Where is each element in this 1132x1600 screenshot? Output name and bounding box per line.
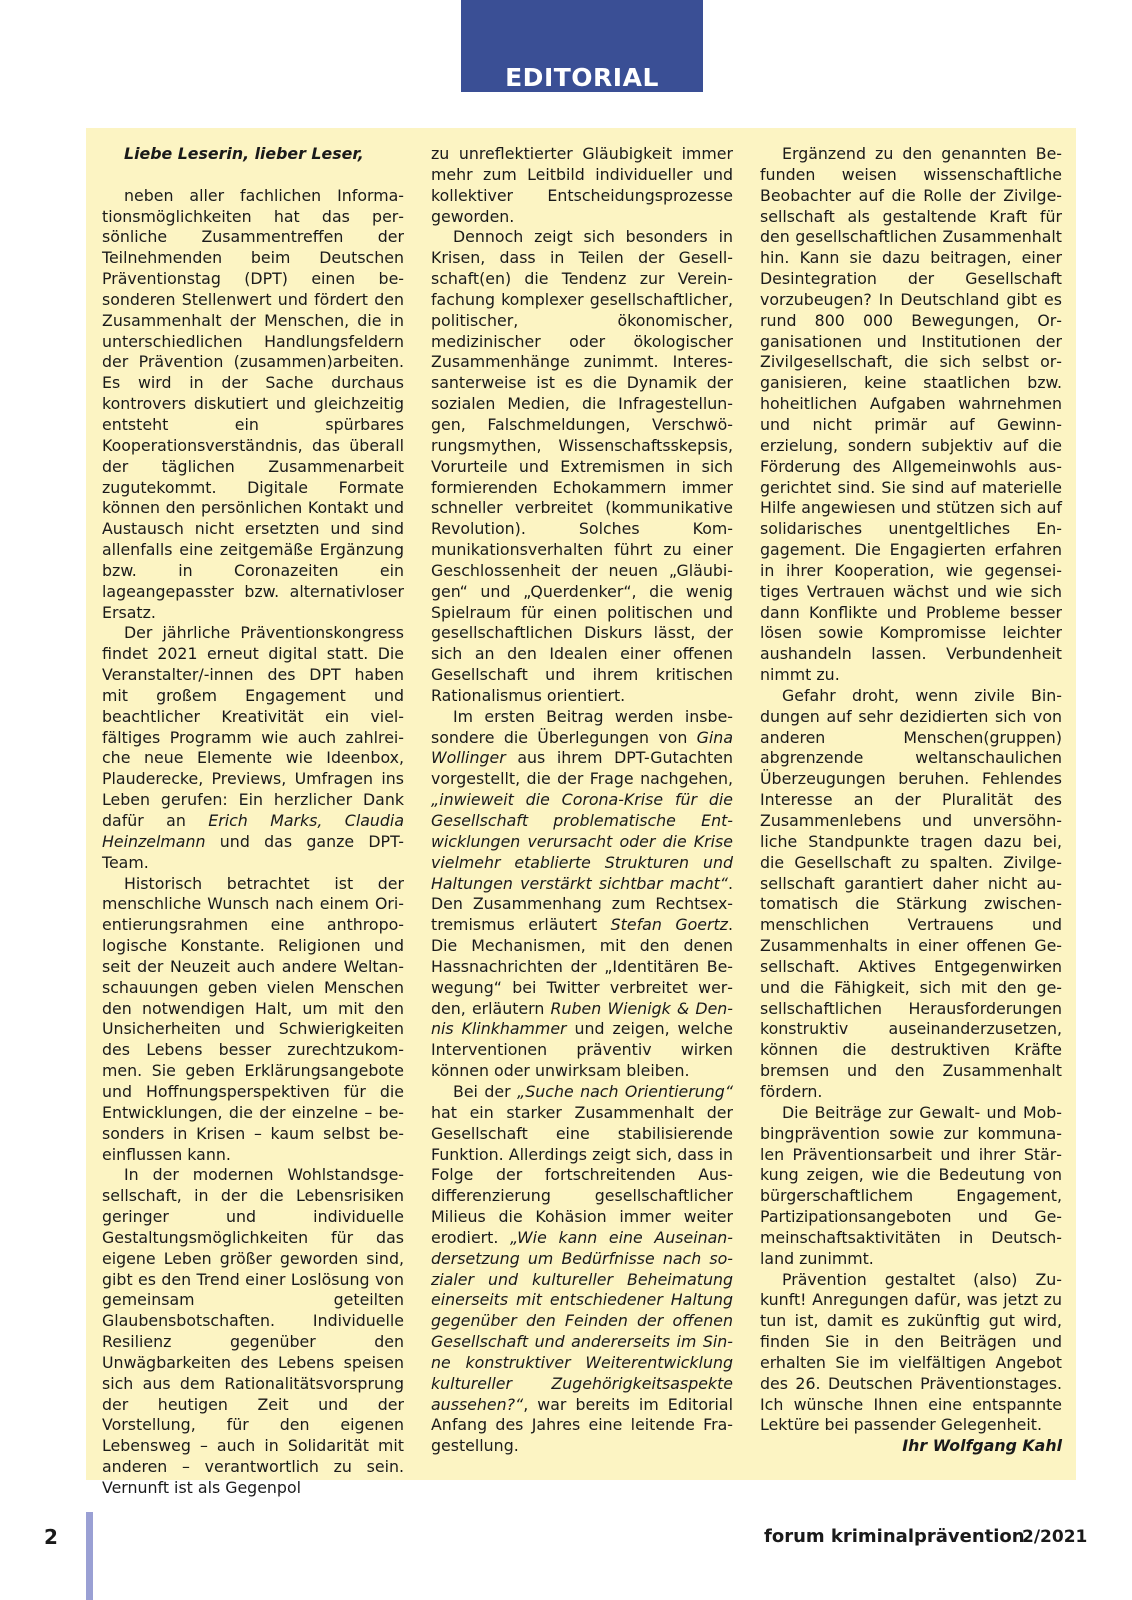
author-names: Erich Marks, Claudia Heinzelmann <box>102 811 404 851</box>
section-header <box>461 0 703 92</box>
paragraph: Ergänzend zu den genannten Befunden weisen wissenschaftliche Beobachter auf die Rolle der Zivilgesellschaft als gestaltende Kraft für den gesellschaftlichen Zusammenhalt hin. Kann sie dazu beitragen, einer Desintegration der Gesellschaft vorzubeugen? In Deutschland gibt es rund 800 000 Bewegungen, Organisationen und Institutionen der Zivilgesellschaft, die sich selbst organisieren, keine staatlichen bzw. hoheitlichen Aufgaben wahrnehmen und nicht primär auf Gewinnerzielung, sondern subjektiv auf die Förderung des Allgemeinwohls ausgerichtet sind. Sie sind auf materielle Hilfe angewiesen und stützen sich auf solidarisches unentgeltliches Engagement. Die Engagierten erfahren in ihrer Kooperation, wie gegenseitiges Vertrauen wächst und wie sich dann Konflikte und Probleme besser lösen sowie Kompromisse leichter aushandeln lassen. Verbundenheit nimmt zu. <box>760 144 1062 685</box>
editorial-column-1 <box>102 144 404 1499</box>
issue-number: 2/2021 <box>1022 1527 1088 1547</box>
quote: „Wie kann eine Auseinandersetzung um Bedürfnisse nach sozialer und kultureller Beheimatung einerseits mit entschiedener Haltung gegenüber den Feinden der offenen Gesellschaft und andererseits im Sinne konstruktiver Weiterentwicklung kultureller Zugehörigkeitsaspekte aussehen?“ <box>431 1227 733 1414</box>
paragraph: In der modernen Wohlstandsgesellschaft, in der die Lebensrisiken geringer und individuelle Gestaltungsmöglichkeiten für das eigene Leben größer geworden sind, gibt es den Trend einer Loslösung von gemeinsam geteilten Glaubensbotschaften. Individuelle Resilienz gegenüber den Unwägbarkeiten des Lebens speisen sich aus dem Rationalitätsvorsprung der heutigen Zeit und der Vorstellung, für den eigenen Lebensweg – auch in Solidarität mit anderen – verantwortlich zu sein. Vernunft ist als Gegenpol <box>102 1165 404 1497</box>
salutation: Liebe Leserin, lieber Leser, <box>124 144 364 163</box>
paragraph: Die Beiträge zur Gewalt- und Mobbingprävention sowie zur kommunalen Präventionsarbeit und ihrer Stärkung zeigen, wie die Bedeutung von bürgerschaftlichem Engagement, Partizipationsangeboten und Gemeinschaftsaktivitäten in Deutschland zunimmt. <box>760 1102 1062 1268</box>
author-name: Gina Wollinger <box>431 727 733 768</box>
signature: Ihr Wolfgang Kahl <box>902 1436 1062 1456</box>
article-title: „Suche nach Orientierung“ <box>517 1081 734 1101</box>
paragraph: Dennoch zeigt sich besonders in Krisen, dass in Teilen der Gesellschaft(en) die Tendenz zur Vereinfachung komplexer gesellschaftlicher, politischer, ökonomischer, medizinischer oder ökologischer Zusammenhänge zunimmt. Interessanterweise ist es die Dynamik der sozialen Medien, die Infragestellungen, Falschmeldungen, Verschwörungsmythen, Wissenschaftsskepsis, Vorurteile und Extremismen in sich formierenden Echokammern immer schneller verbreitet (kommunikative Revolution). Solches Kommunikationsverhalten führt zu einer Geschlossenheit der neuen „Gläubigen“ und „Querdenker“, die wenig Spielraum für einen politischen und gesellschaftlichen Diskurs lässt, der sich an den Idealen einer offenen Gesellschaft und ihrem kritischen Rationalismus orientiert. <box>431 227 733 705</box>
quote: „inwieweit die Corona-Krise für die Gesellschaft problematische Entwicklungen verursacht oder die Krise vielmehr etablierte Strukturen und Haltungen verstärkt sichtbar macht“ <box>431 790 733 893</box>
paragraph: Historisch betrachtet ist der menschliche Wunsch nach einem Orientierungsrahmen eine anthropologische Konstante. Religionen und seit der Neuzeit auch andere Weltanschauungen geben vielen Menschen den notwendigen Halt, um mit den Unsicherheiten und Schwierigkeiten des Lebens besser zurechtzukommen. Sie geben Erklärungsangebote und Hoffnungsperspektiven für die Entwicklungen, die der einzelne – besonders in Krisen – kaum selbst beeinflussen kann. <box>102 873 404 1164</box>
paragraph: Gefahr droht, wenn zivile Bindungen auf sehr dezidierten sich von anderen Menschen(gruppen) abgrenzende weltanschaulichen Überzeugungen beruhen. Fehlendes Interesse an der Pluralität des Zusammenlebens und unversöhnliche Standpunkte tragen dazu bei, die Gesellschaft zu spalten. Zivilgesellschaft garantiert daher nicht automatisch die Stärkung zwischenmenschlichen Vertrauens und Zusammenhalts in einer offenen Gesellschaft. Aktives Entgegenwirken und die Fähigkeit, sich mit den gesellschaftlichen Herausforderungen konstruktiv auseinanderzusetzen, können die destruktiven Kräfte bremsen und den Zusammenhalt fördern. <box>760 685 1062 1101</box>
paragraph: Der jährliche Präventionskongress findet 2021 erneut digital statt. Die Veranstalter/-innen des DPT haben mit großem Engagement und beachtlicher Kreativität ein vielfältiges Programm wie auch zahlreiche neue Elemente wie Ideenbox, Plauderecke, Previews, Umfragen ins Leben gerufen: Ein herzlicher Dank dafür an Erich Marks, Claudia Heinzelmann und das ganze DPT-Team. <box>102 623 404 872</box>
author-name: Stefan Goertz <box>610 915 728 935</box>
paragraph: Im ersten Beitrag werden insbesondere die Überlegungen von Gina Wollinger aus ihrem DPT-Gutachten vorgestellt, die der Frage nachgehen, „inwieweit die Corona-Krise für die Gesellschaft problematische Entwicklungen verursacht oder die Krise vielmehr etablierte Strukturen und Haltungen verstärkt sichtbar macht“. Den Zusammenhang zum Rechtsextremismus erläutert Stefan Goertz. Die Mechanismen, mit den denen Hassnachrichten der „Identitären Bewegung“ bei Twitter verbreitet werden, erläutern Ruben Wienigk & Dennis Klinkhammer und zeigen, welche Interventionen präventiv wirken können oder unwirksam bleiben. <box>431 706 733 1081</box>
paragraph: Bei der „Suche nach Orientierung“ hat ein starker Zusammenhalt der Gesellschaft eine stabilisierende Funktion. Allerdings zeigt sich, dass in Folge der fortschreitenden Ausdifferenzierung gesellschaftlicher Milieus die Kohäsion immer weiter erodiert. „Wie kann eine Auseinandersetzung um Bedürfnisse nach sozialer und kultureller Beheimatung einerseits mit entschiedener Haltung gegenüber den Feinden der offenen Gesellschaft und andererseits im Sinne konstruktiver Weiterentwicklung kultureller Zugehörigkeitsaspekte aussehen?“, war bereits im Editorial Anfang des Jahres eine leitende Fragestellung. <box>431 1081 734 1456</box>
editorial-column-2 <box>431 144 733 1457</box>
author-names: Ruben Wienigk & Dennis Klinkhammer <box>431 998 733 1039</box>
footer-accent-bar <box>86 1512 93 1600</box>
magazine-title: forum kriminalprävention <box>764 1526 1025 1547</box>
paragraph: Prävention gestaltet (also) Zukunft! Anregungen dafür, was jetzt zu tun ist, damit es zukünftig gut wird, finden Sie in den Beiträgen und erhalten Sie im vielfältigen Angebot des 26. Deutschen Präventionstages. Ich wünsche Ihnen eine entspannte Lektüre bei passender Gelegenheit. <box>760 1269 1062 1435</box>
paragraph: neben aller fachlichen Informationsmöglichkeiten hat das persönliche Zusammentreffen der Teilnehmenden beim Deutschen Präventionstag (DPT) einen besonderen Stellenwert und fördert den Zusammenhalt der Menschen, die in unterschiedlichen Handlungsfeldern der Prävention (zusammen)arbeiten. Es wird in der Sache durchaus kontrovers diskutiert und gleichzeitig entsteht ein spürbares Kooperationsverständnis, das überall der täglichen Zusammenarbeit zugutekommt. Digitale Formate können den persönlichen Kontakt und Austausch nicht ersetzten und sind allenfalls eine zeitgemäße Ergänzung bzw. in Coronazeiten ein lageangepasster bzw. alternativloser Ersatz. <box>102 185 404 622</box>
section-title: EDITORIAL <box>505 63 659 92</box>
page-number: 2 <box>44 1525 58 1549</box>
paragraph: zu unreflektierter Gläubigkeit immer mehr zum Leitbild individueller und kollektiver Entscheidungsprozesse geworden. <box>431 144 733 226</box>
editorial-column-3 <box>760 144 1062 1457</box>
